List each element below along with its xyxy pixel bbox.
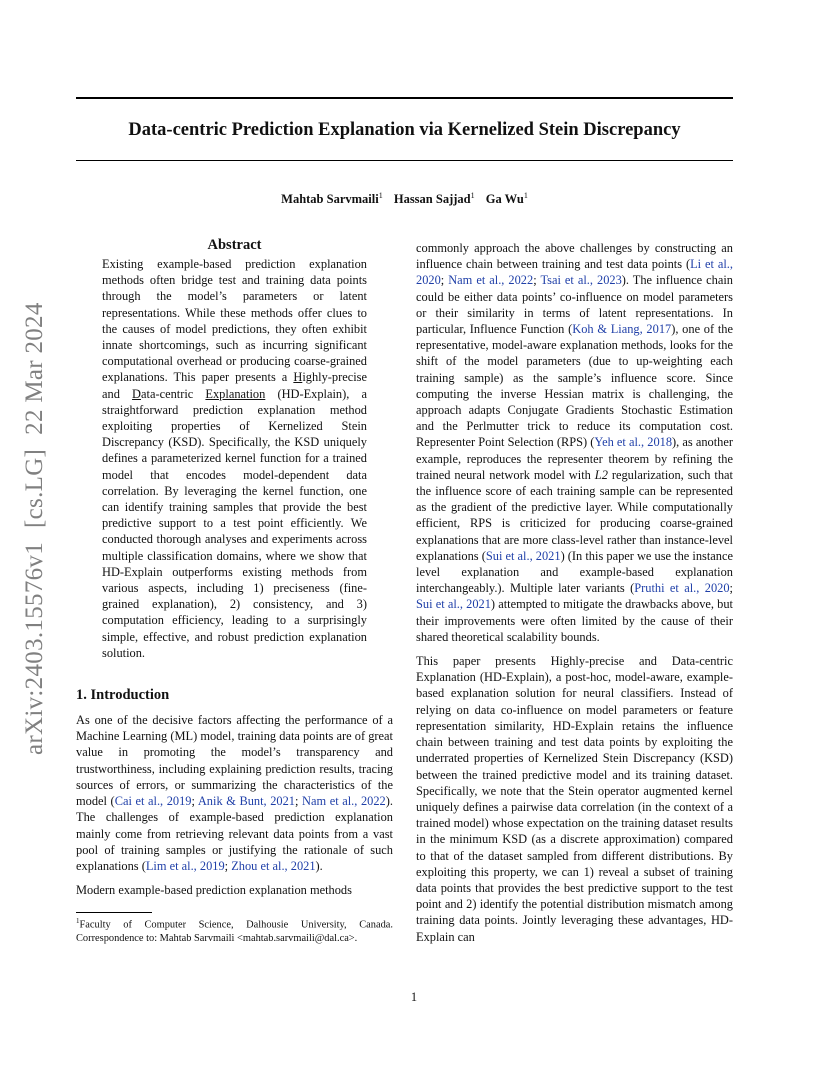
author xyxy=(486,192,528,206)
introduction-heading: 1. Introduction xyxy=(76,687,170,704)
author-name: Mahtab Sarvmaili xyxy=(281,192,379,207)
citation-link[interactable]: Zhou et al., 2021 xyxy=(231,858,316,873)
footnote-mark: 1 xyxy=(76,917,80,925)
right-paragraph-1: commonly approach the above challenges by constructing an influence chain between training and test data points (Li et al., 2020; Nam et al., 2022; Tsai et al., 2023). The influence chain could be either data points’ co-influence on model parameters or their similarity in terms of latent representations. In particular, Influence Function (Koh & Liang, 2017), one of the representative, model-aware explanation methods, looks for the shift of the model parameters (due to up-weighting each training sample) as the sample’s influence score. Since computing the inverse Hessian matrix is challenging, the approach adapts Conjugate Gradients Stochastic Estimation and the Perlmutter trick to reduce its computation cost. Representer Point Selection (RPS) (Yeh et al., 2018), as another example, reproduces the representer theorem by refining the trained neural network model with L2 regularization, such that the influence score of each training sample can be represented as the gradient of the predictive layer. While computationally efficient, RPS is criticized for producing coarse-grained explanations that are more class-level rather than instance-level explanations (Sui et al., 2021) (In this paper we use the instance level explanation and example-based explanation interchangeably.). Multiple later variants (Pruthi et al., 2020; Sui et al., 2021) attempted to mitigate the drawbacks above, but their improvements were often limited by the cause of their shared theoretical scalability bounds. xyxy=(416,241,734,644)
author xyxy=(281,192,383,206)
intro-paragraph-1: As one of the decisive factors affecting the performance of a Machine Learning (ML) model, training data points are of great value in promoting the model’s transparency and trustworthiness, including explaining prediction results, tracing sources of errors, or summarizing the characteristics of the model (Cai et al., 2019; Anik & Bunt, 2021; Nam et al., 2022). The challenges of example-based prediction explanation mainly come from retrieving relevant data points from a vast pool of training samples or justifying the rationale of such explanations (Lim et al., 2019; Zhou et al., 2021). xyxy=(76,713,393,873)
citation-link[interactable]: Lim et al., 2019 xyxy=(145,858,225,873)
citation-link[interactable]: Li et al., 2020 xyxy=(416,257,733,288)
citation-link[interactable]: Cai et al., 2019 xyxy=(114,794,192,809)
title-rule-top xyxy=(76,97,733,99)
affiliation-mark: 1 xyxy=(378,191,383,200)
arxiv-category: [cs.LG] xyxy=(21,448,48,528)
left-column xyxy=(76,236,393,898)
math-l2: L2 xyxy=(594,467,608,482)
page-number: 1 xyxy=(410,990,418,1004)
citation-link[interactable]: Sui et al., 2021 xyxy=(416,597,491,612)
right-column xyxy=(416,240,733,945)
citation-link[interactable]: Tsai et al., 2023 xyxy=(540,273,622,288)
arxiv-id: arXiv:2403.15576v1 xyxy=(21,541,48,755)
affiliation-mark: 1 xyxy=(470,191,475,200)
citation-link[interactable]: Anik & Bunt, 2021 xyxy=(197,794,296,809)
paper-title: Data-centric Prediction Explanation via Kernelized Stein Discrepancy xyxy=(128,120,681,140)
author-name: Ga Wu xyxy=(485,192,524,207)
arxiv-date: 22 Mar 2024 xyxy=(21,302,48,435)
affiliation-mark: 1 xyxy=(523,191,528,200)
footnote-rule xyxy=(76,912,152,913)
intro-paragraph-2: Modern example-based prediction explanation methods xyxy=(76,883,352,898)
citation-link[interactable]: Koh & Liang, 2017 xyxy=(572,322,672,337)
footnote xyxy=(76,915,393,945)
citation-link[interactable]: Yeh et al., 2018 xyxy=(594,435,673,450)
citation-link[interactable]: Sui et al., 2021 xyxy=(485,548,561,563)
footnote-text: Faculty of Computer Science, Dalhousie University, Canada. Correspondence to: Mahtab Sarvmaili <mahtab.sarvmaili@dal.ca>. xyxy=(76,919,393,944)
right-paragraph-2: This paper presents Highly-precise and Data-centric Explanation (HD-Explain), a post-hoc, model-aware, example-based explanation solution for neural classifiers. Instead of relying on data co-influence on model parameters or feature representation similarity, HD-Explain retains the influence chain between training and test data points by exploiting the underrated properties of Kernelized Stein Discrepancy (KSD) between the trained predictive model and its training dataset. Specifically, we note that the Stein operator augmented kernel uniquely defines a pairwise data correlation (in the context of a trained model) whose expectation on the training dataset results in the minimum KSD (as a discrete approximation) compared to that of the dataset sampled from different distributions. By exploiting this property, we can 1) reveal a subset of training data points that provides the best predictive support to the test point and 2) identify the potential distribution mismatch among training data points. Jointly leveraging these advantages, HD-Explain can xyxy=(416,654,733,944)
citation-link[interactable]: Nam et al., 2022 xyxy=(302,794,386,809)
author-list xyxy=(76,191,733,207)
citation-link[interactable]: Nam et al., 2022 xyxy=(448,273,534,288)
author-name: Hassan Sajjad xyxy=(393,192,471,207)
abstract-heading: Abstract xyxy=(207,237,262,253)
citation-link[interactable]: Pruthi et al., 2020 xyxy=(634,581,730,596)
author xyxy=(394,192,475,206)
abstract-body: Existing example-based prediction explanation methods often bridge test and training data points through the model’s parameters or latent representations. While these methods offer clues to the causes of model predictions, they often exhibit innate shortcomings, such as incurring significant computational overhead or producing coarse-grained explanations. This paper presents a Highly-precise and Data-centric Explanation (HD-Explain), a straightforward prediction explanation method exploiting properties of Kernelized Stein Discrepancy (KSD). Specifically, the KSD uniquely defines a parameterized kernel function for a trained model that encodes model-dependent data correlation. By leveraging the kernel function, one can identify training samples that provide the best predictive support to a test point efficiently. We conducted thorough analyses and experiments across multiple classification domains, where we show that HD-Explain outperforms existing methods from various aspects, including 1) preciseness (fine-grained explanation), 2) consistency, and 3) computation efficiency, leading to a surprisingly simple, effective, and robust prediction explanation solution. xyxy=(102,257,367,660)
title-rule-bottom xyxy=(76,160,733,161)
arxiv-stamp xyxy=(20,275,50,755)
